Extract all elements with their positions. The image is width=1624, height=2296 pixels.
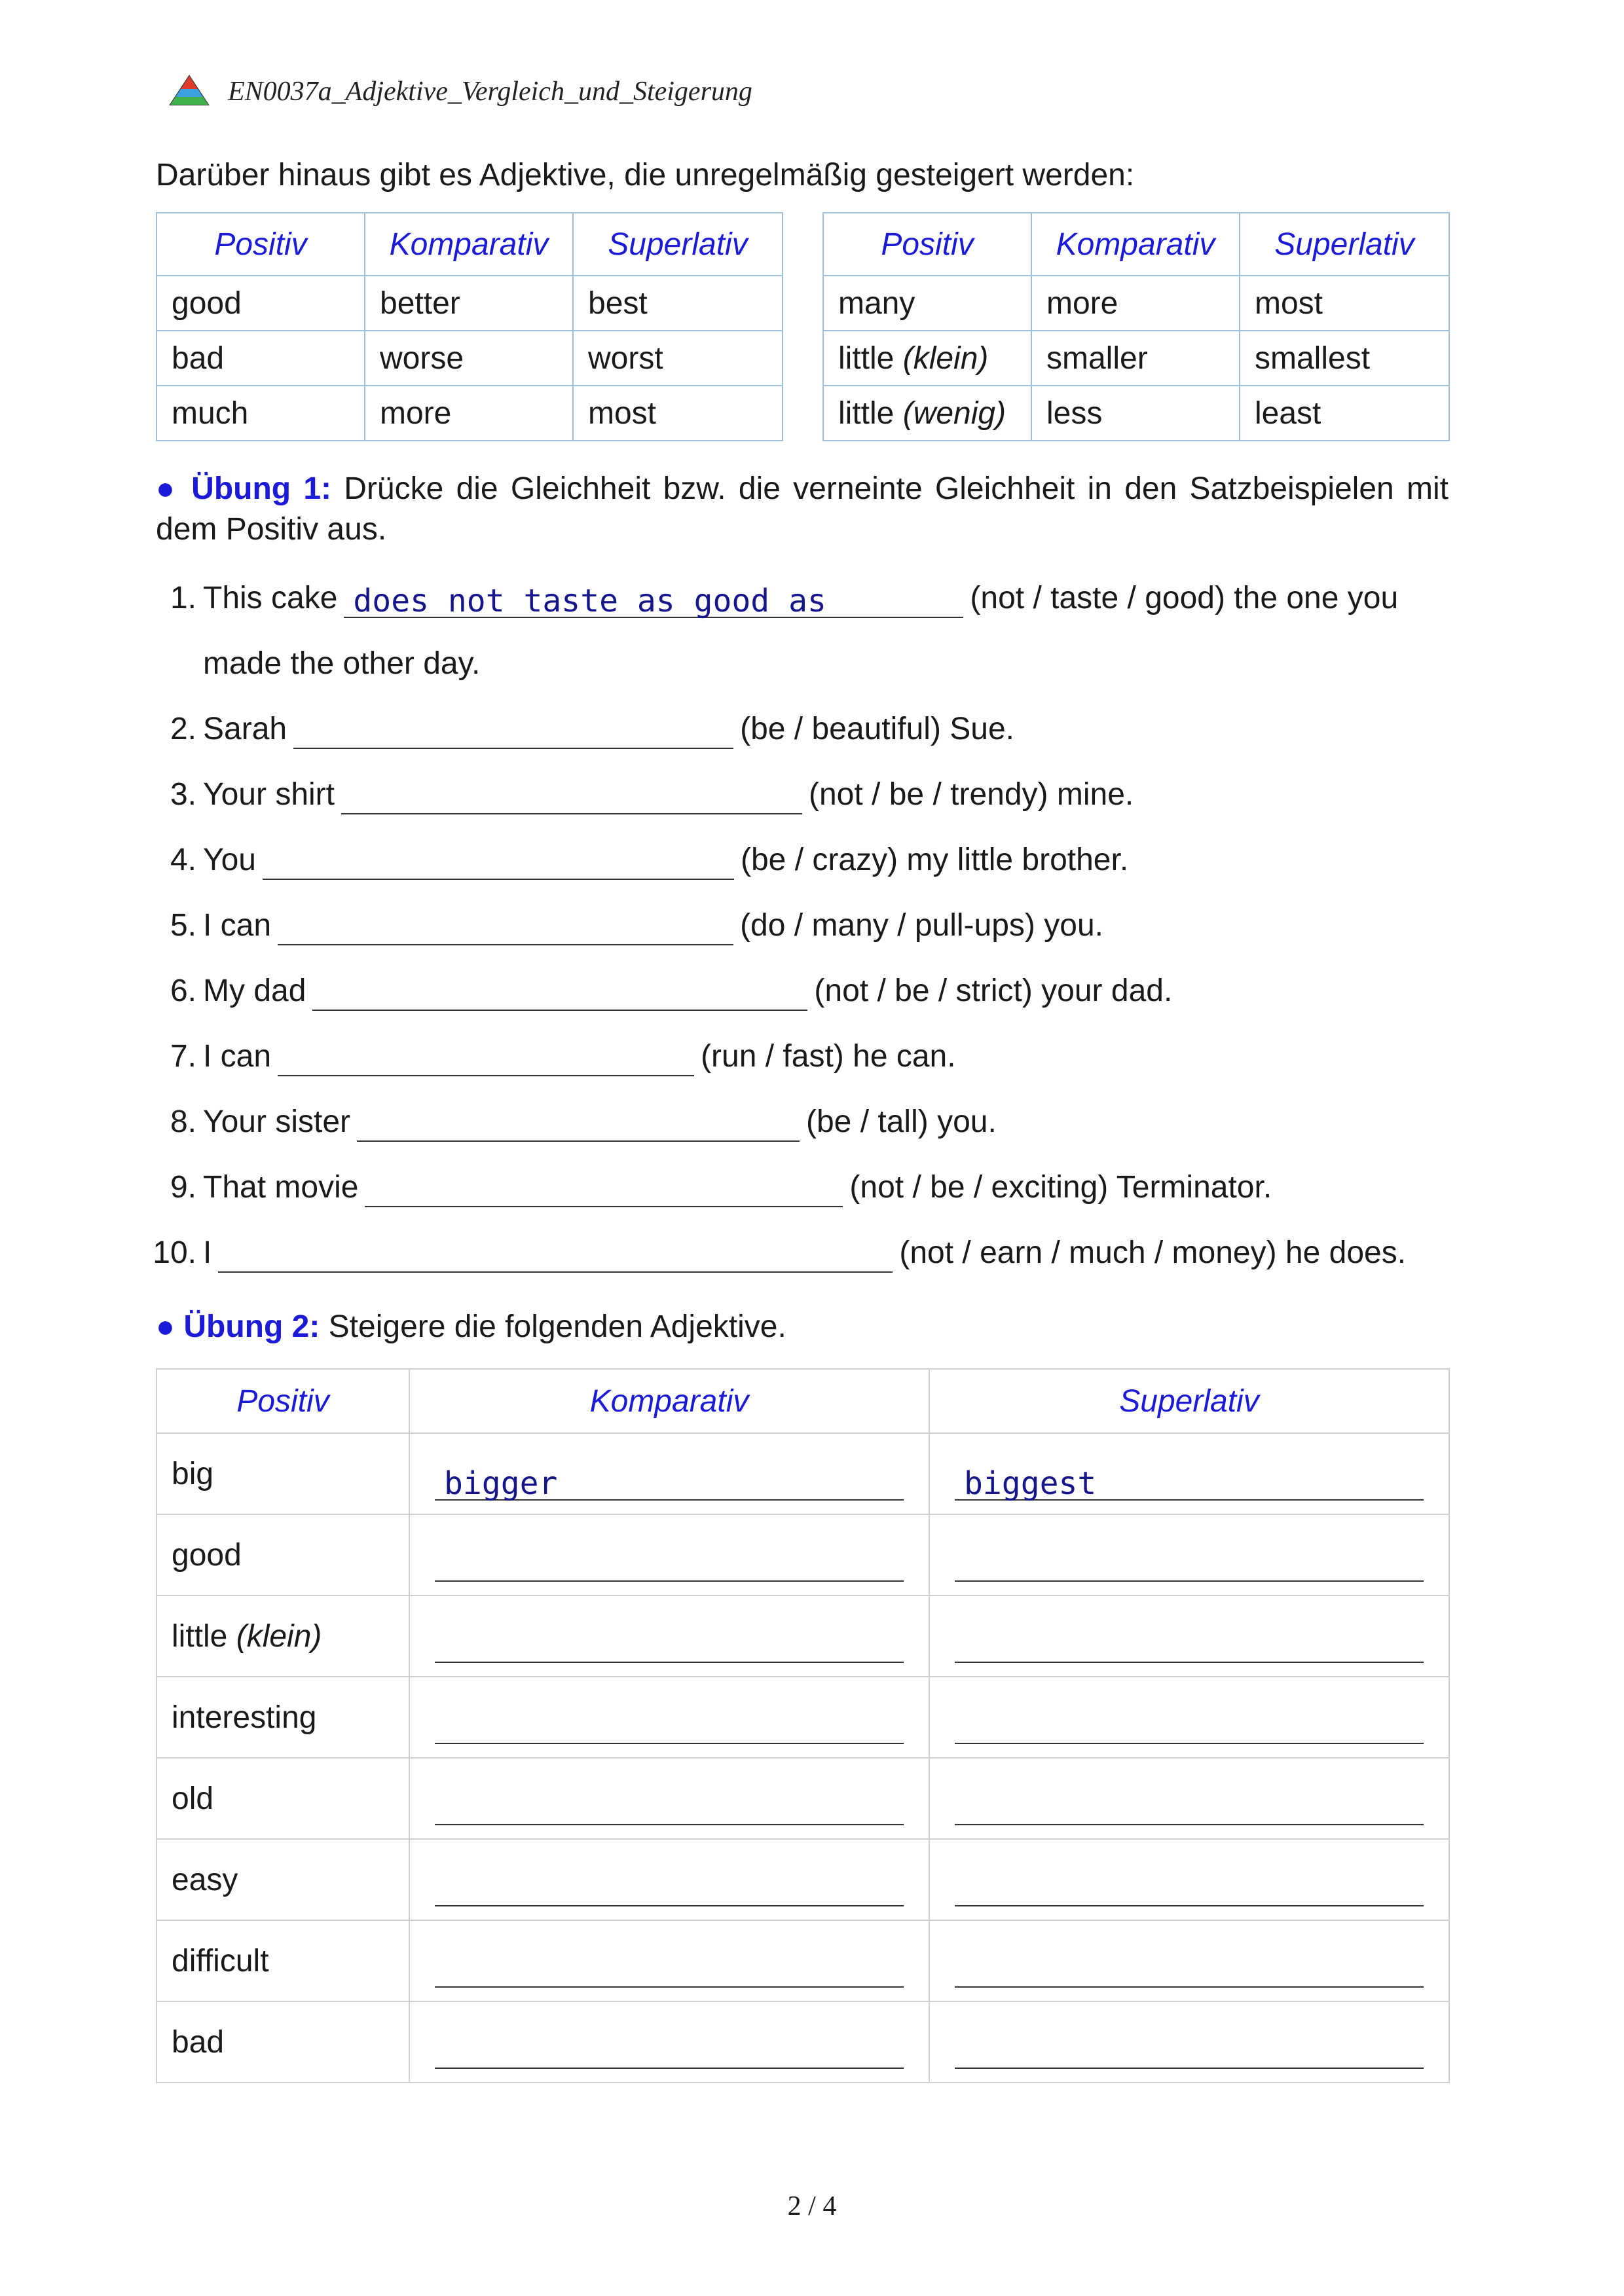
sentence-10	[153, 1233, 1407, 1273]
cell-positiv: bad	[157, 331, 365, 386]
handwritten-answer: biggest	[964, 1465, 1097, 1502]
answer-blank[interactable]	[955, 2035, 1424, 2069]
table-row	[823, 276, 1449, 331]
answer-blank[interactable]	[435, 1954, 904, 1988]
cell-superlativ	[929, 1514, 1449, 1595]
cell-komparativ	[409, 1677, 929, 1758]
sentence-start: Your shirt	[203, 777, 335, 812]
header-superlativ: Superlativ	[573, 213, 783, 276]
word: easy	[172, 1862, 238, 1897]
sentence-start: Sarah	[203, 712, 287, 746]
table-row	[157, 1920, 1449, 2001]
table-row	[157, 1677, 1449, 1758]
table-row	[157, 386, 783, 441]
header-komparativ: Komparativ	[1031, 213, 1240, 276]
sentence-hint: (not / taste / good) the one you	[970, 581, 1399, 615]
header-positiv: Positiv	[157, 1369, 409, 1433]
sentence-hint: (not / be / exciting) Terminator.	[849, 1170, 1272, 1205]
cell-superlativ: most	[573, 386, 783, 441]
sentence-start: I can	[203, 908, 272, 943]
table-row	[157, 1839, 1449, 1920]
word-note: (klein)	[236, 1618, 322, 1654]
answer-blank[interactable]	[263, 845, 734, 880]
sentence-hint: (not / earn / much / money) he does.	[899, 1235, 1407, 1270]
sentence-number: 8.	[170, 1104, 196, 1139]
sentence-1-continuation: made the other day.	[203, 646, 481, 681]
cell-positiv	[157, 1677, 409, 1758]
table-row	[157, 1433, 1449, 1514]
sentence-number: 7.	[170, 1039, 196, 1074]
sentence-7	[170, 1037, 956, 1076]
cell-komparativ: more	[365, 386, 573, 441]
sentence-hint: (do / many / pull-ups) you.	[740, 908, 1103, 943]
cell-positiv	[157, 1595, 409, 1677]
answer-blank[interactable]	[312, 975, 807, 1011]
cell-positiv	[157, 1839, 409, 1920]
sentence-number: 5.	[170, 908, 196, 943]
cell-superlativ	[929, 1758, 1449, 1839]
answer-blank[interactable]	[435, 1548, 904, 1582]
table-row	[157, 331, 783, 386]
answer-blank[interactable]	[365, 1172, 843, 1207]
bullet-icon: ●	[156, 471, 179, 506]
header-positiv: Positiv	[157, 213, 365, 276]
intro-text: Darüber hinaus gibt es Adjektive, die unregelmäßig gesteigert werden:	[156, 158, 1135, 192]
header-positiv: Positiv	[823, 213, 1031, 276]
answer-blank[interactable]	[341, 779, 802, 814]
table-row	[157, 1514, 1449, 1595]
sentence-number: 3.	[170, 777, 196, 812]
word: good	[172, 1537, 242, 1573]
sentence-hint: (be / tall) you.	[806, 1104, 997, 1139]
cell-komparativ: less	[1031, 386, 1240, 441]
sentence-start: This cake	[203, 581, 338, 615]
cell-komparativ: worse	[365, 331, 573, 386]
answer-blank[interactable]	[435, 1467, 904, 1501]
cell-positiv	[823, 386, 1031, 441]
table-row	[823, 386, 1449, 441]
bullet-icon: ●	[156, 1309, 175, 1344]
answer-blank[interactable]	[435, 1872, 904, 1906]
sentence-2	[170, 710, 1015, 749]
exercise-1-instructions	[156, 469, 1449, 550]
word: little	[838, 395, 895, 431]
word: many	[838, 285, 915, 321]
cell-superlativ: least	[1240, 386, 1449, 441]
answer-blank[interactable]	[293, 714, 733, 749]
table-row	[157, 1758, 1449, 1839]
cell-komparativ	[409, 1433, 929, 1514]
word-note: (wenig)	[902, 395, 1006, 431]
sentence-number: 1.	[170, 581, 196, 615]
cell-positiv	[157, 2001, 409, 2083]
word: old	[172, 1781, 214, 1816]
cell-positiv	[823, 276, 1031, 331]
cell-superlativ	[929, 2001, 1449, 2083]
cell-komparativ: better	[365, 276, 573, 331]
sentence-number: 2.	[170, 712, 196, 746]
header-superlativ: Superlativ	[1240, 213, 1449, 276]
sentence-number: 4.	[170, 843, 196, 877]
word: big	[172, 1456, 214, 1491]
sentence-start: You	[203, 843, 256, 877]
answer-blank[interactable]	[218, 1237, 893, 1273]
cell-superlativ	[929, 1595, 1449, 1677]
cell-komparativ	[409, 1839, 929, 1920]
sentence-start: I can	[203, 1039, 272, 1074]
exercise-2-instructions	[156, 1307, 1449, 1347]
document-title: EN0037a_Adjektive_Vergleich_und_Steigerung	[228, 77, 752, 107]
exercise-2-label: Übung 2:	[183, 1309, 320, 1344]
cell-positiv	[823, 331, 1031, 386]
sentence-hint: (be / beautiful) Sue.	[740, 712, 1015, 746]
sentence-5	[170, 906, 1103, 945]
handwritten-answer: does not taste as good as	[353, 583, 826, 619]
cell-positiv	[157, 1514, 409, 1595]
sentence-start: I	[203, 1235, 212, 1270]
pyramid-logo-icon	[169, 75, 210, 107]
cell-komparativ	[409, 2001, 929, 2083]
cell-komparativ: more	[1031, 276, 1240, 331]
exercise-2-text: Steigere die folgenden Adjektive.	[328, 1309, 786, 1344]
answer-blank[interactable]	[955, 1629, 1424, 1663]
answer-blank[interactable]	[955, 1467, 1424, 1501]
answer-blank[interactable]	[357, 1106, 800, 1142]
sentence-1	[170, 579, 1399, 619]
cell-positiv	[157, 1920, 409, 2001]
sentence-9	[170, 1168, 1272, 1207]
exercise-1-text: Drücke die Gleichheit bzw. die verneinte Gleichheit in den Satzbeispielen mit dem Positiv aus.	[156, 471, 1449, 547]
cell-komparativ	[409, 1514, 929, 1595]
sentence-8	[170, 1102, 997, 1142]
word: interesting	[172, 1700, 317, 1735]
cell-positiv: good	[157, 276, 365, 331]
sentence-4	[170, 841, 1129, 880]
sentence-hint: (be / crazy) my little brother.	[741, 843, 1129, 877]
answer-blank[interactable]	[955, 1872, 1424, 1906]
header-komparativ: Komparativ	[409, 1369, 929, 1433]
cell-komparativ	[409, 1595, 929, 1677]
irregular-table-left	[156, 212, 783, 441]
answer-blank[interactable]	[435, 1629, 904, 1663]
answer-blank[interactable]	[955, 1791, 1424, 1825]
cell-superlativ: smallest	[1240, 331, 1449, 386]
word: little	[172, 1618, 228, 1654]
answer-blank[interactable]	[435, 1710, 904, 1744]
word-note: (klein)	[902, 340, 989, 376]
answer-blank[interactable]	[955, 1548, 1424, 1582]
cell-komparativ	[409, 1758, 929, 1839]
table-row	[157, 276, 783, 331]
cell-positiv: much	[157, 386, 365, 441]
sentence-6	[170, 972, 1173, 1011]
sentence-start: That movie	[203, 1170, 359, 1205]
sentence-hint: (not / be / trendy) mine.	[809, 777, 1134, 812]
word: difficult	[172, 1943, 269, 1978]
cell-superlativ: worst	[573, 331, 783, 386]
answer-blank[interactable]	[435, 2035, 904, 2069]
cell-superlativ: most	[1240, 276, 1449, 331]
answer-blank[interactable]	[955, 1954, 1424, 1988]
exercise-1-label: Übung 1:	[191, 471, 332, 506]
table-row	[823, 331, 1449, 386]
cell-komparativ: smaller	[1031, 331, 1240, 386]
irregular-table-right	[822, 212, 1450, 441]
sentence-number: 9.	[170, 1170, 196, 1205]
word: little	[838, 340, 895, 376]
page-number: 2 / 4	[787, 2191, 837, 2221]
answer-blank[interactable]	[278, 910, 733, 945]
cell-komparativ	[409, 1920, 929, 2001]
sentence-hint: (not / be / strict) your dad.	[814, 974, 1173, 1008]
cell-superlativ	[929, 1839, 1449, 1920]
handwritten-answer: bigger	[444, 1465, 558, 1502]
sentence-number: 6.	[170, 974, 196, 1008]
exercise-2-table	[156, 1368, 1450, 2083]
sentence-start: My dad	[203, 974, 306, 1008]
cell-superlativ	[929, 1920, 1449, 2001]
table-row	[157, 2001, 1449, 2083]
cell-positiv	[157, 1433, 409, 1514]
cell-positiv	[157, 1758, 409, 1839]
sentence-hint: (run / fast) he can.	[701, 1039, 956, 1074]
answer-blank[interactable]	[278, 1041, 694, 1076]
answer-blank[interactable]	[435, 1791, 904, 1825]
table-row	[157, 1595, 1449, 1677]
answer-blank[interactable]	[344, 583, 963, 618]
cell-superlativ	[929, 1677, 1449, 1758]
answer-blank[interactable]	[955, 1710, 1424, 1744]
header-komparativ: Komparativ	[365, 213, 573, 276]
cell-superlativ	[929, 1433, 1449, 1514]
header-superlativ: Superlativ	[929, 1369, 1449, 1433]
sentence-number: 10.	[153, 1235, 196, 1270]
cell-superlativ: best	[573, 276, 783, 331]
sentence-3	[170, 775, 1134, 814]
word: bad	[172, 2024, 225, 2060]
sentence-start: Your sister	[203, 1104, 350, 1139]
